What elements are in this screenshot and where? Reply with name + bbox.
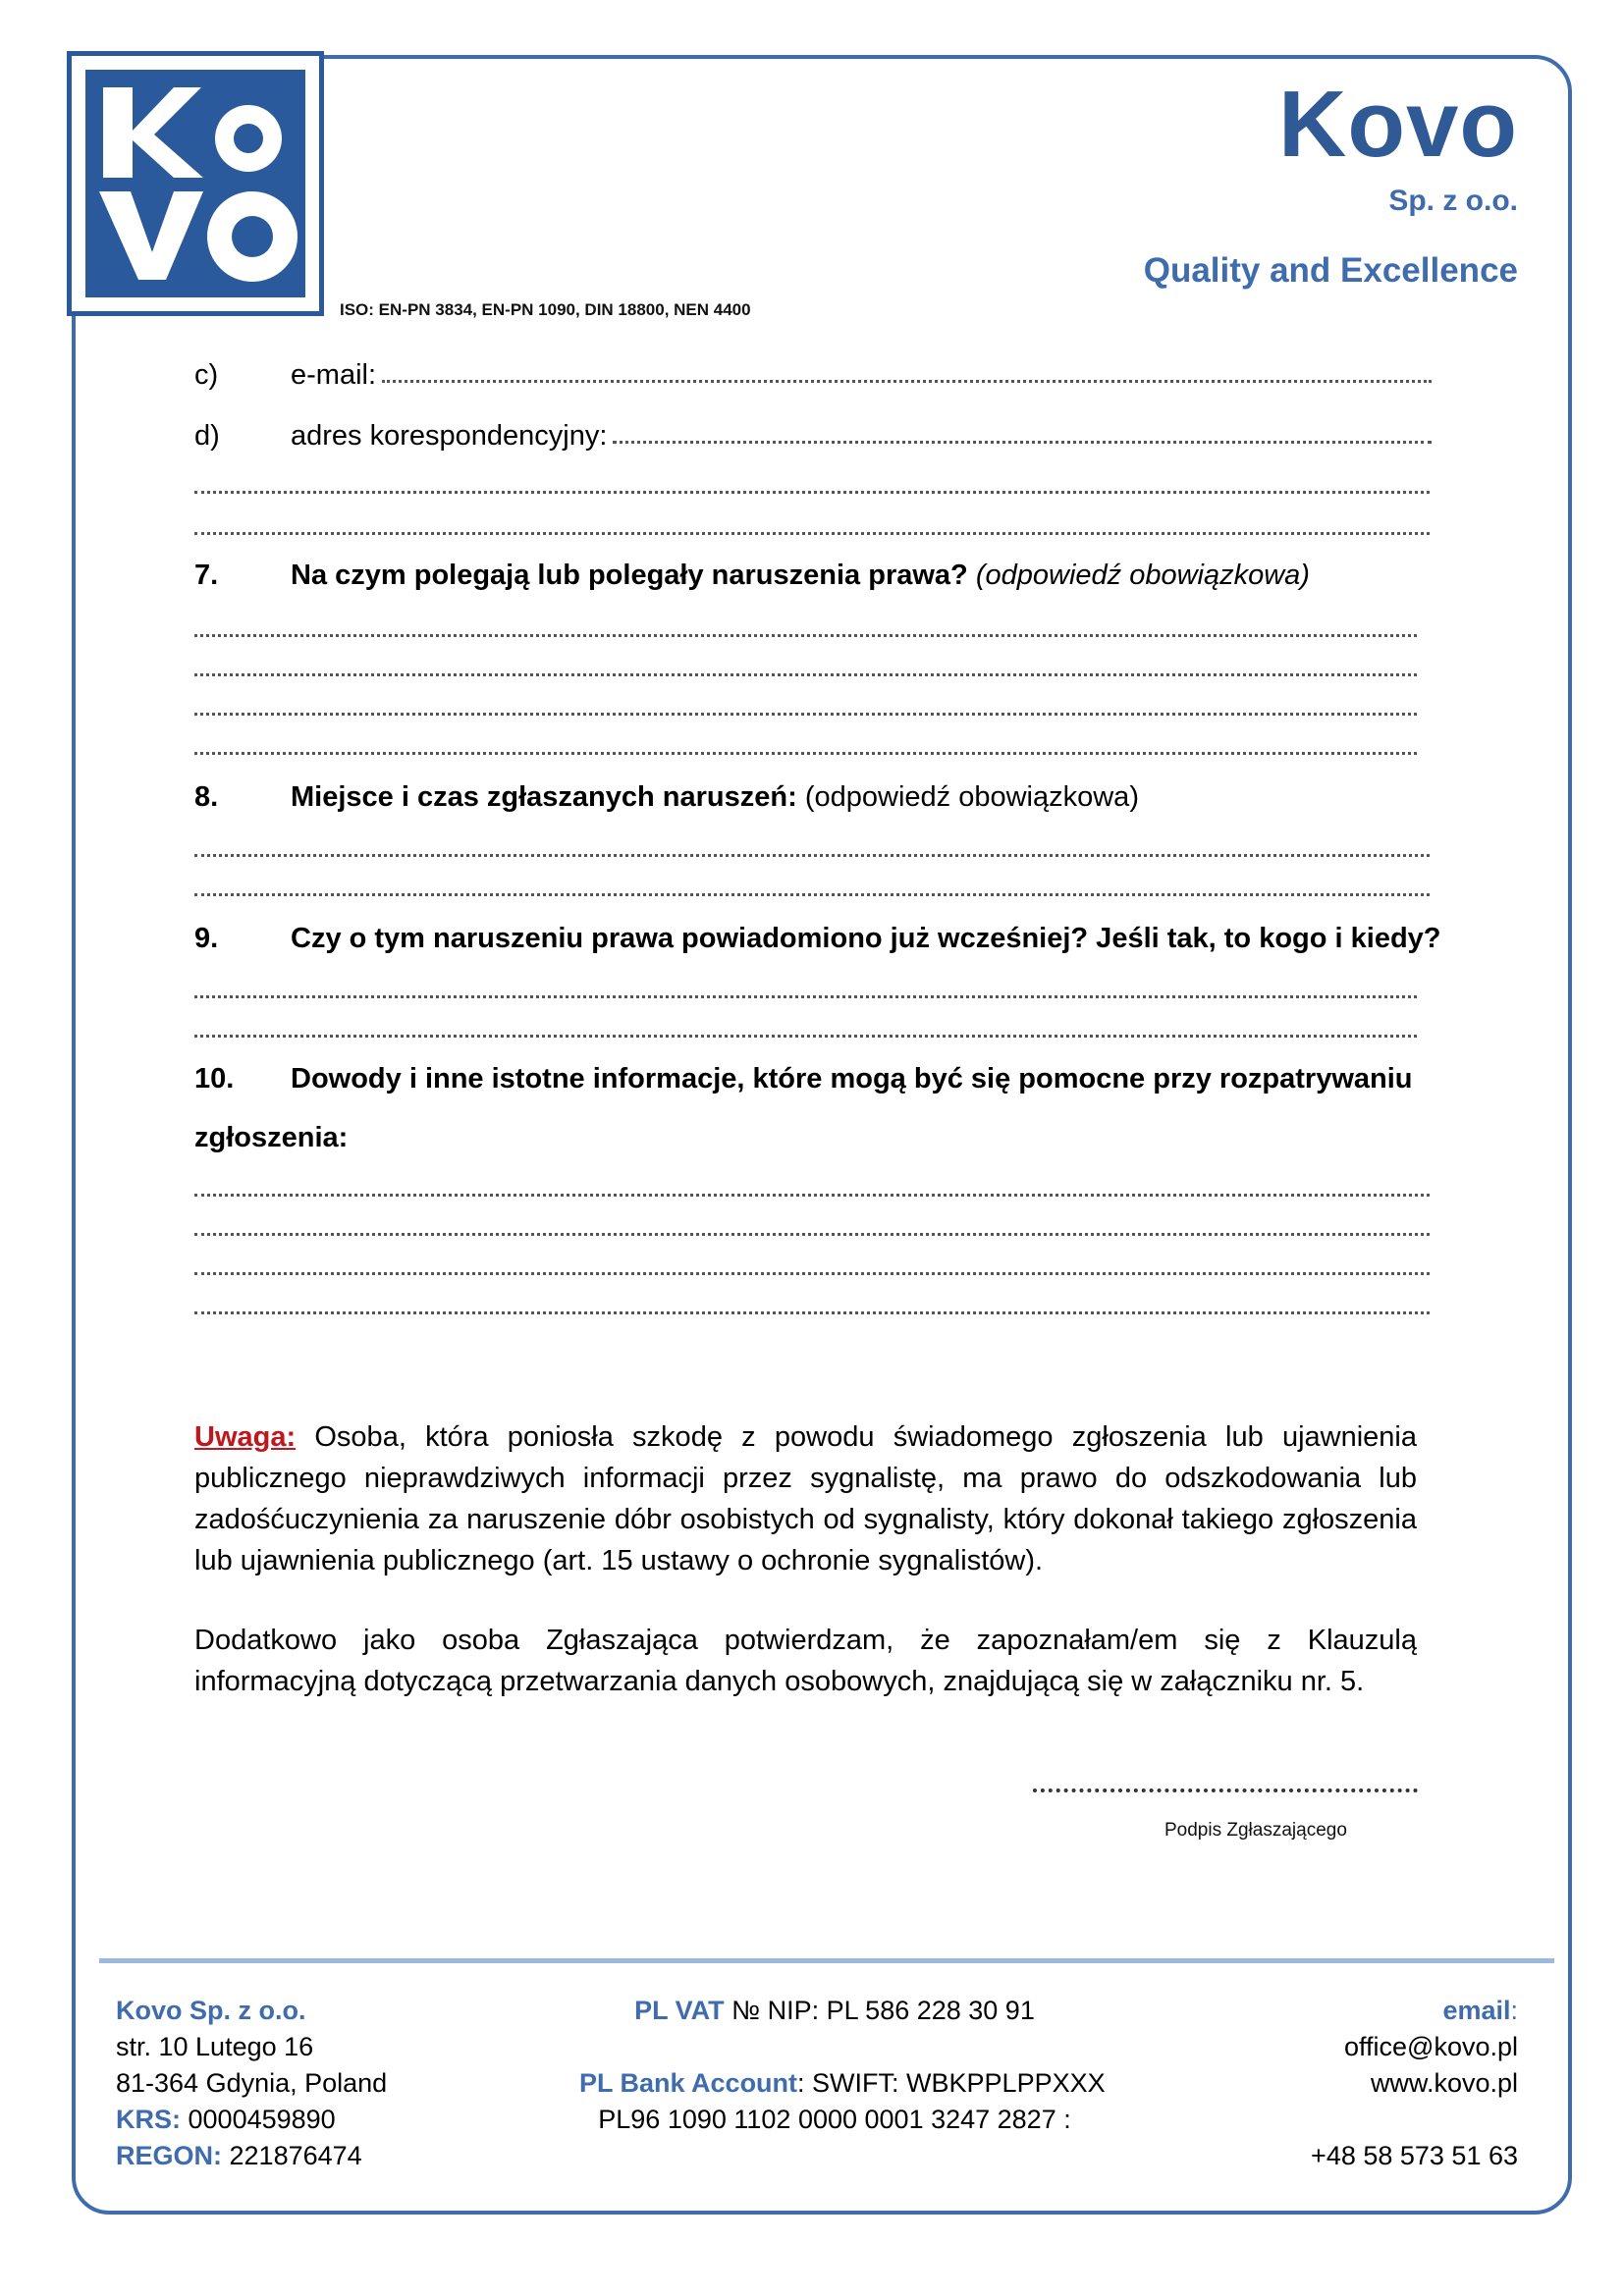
answer-9-line-1[interactable] xyxy=(194,995,1417,998)
answer-8-line-2[interactable] xyxy=(194,893,1430,896)
footer-krs-label: KRS: xyxy=(116,2105,181,2134)
email-input-line[interactable] xyxy=(382,380,1432,383)
notice-label: Uwaga: xyxy=(194,1421,297,1453)
footer-city: 81-364 Gdynia, Poland xyxy=(116,2068,388,2098)
address-input-line[interactable] xyxy=(613,441,1432,444)
footer-krs xyxy=(116,2102,387,2138)
brand-tagline: Quality and Excellence xyxy=(1143,251,1518,290)
question-9 xyxy=(194,923,1441,955)
footer-regon xyxy=(116,2138,387,2174)
question-10-continuation xyxy=(194,1122,348,1154)
footer-bank xyxy=(579,2065,1106,2102)
footer-company-info xyxy=(116,1993,387,2174)
question-10 xyxy=(194,1063,1413,1095)
brand-name: Kovo xyxy=(1278,72,1518,177)
footer-regon-label: REGON: xyxy=(116,2141,222,2170)
address-label: adres korespondencyjny: xyxy=(291,420,608,452)
footer-bank-label: PL Bank Account xyxy=(579,2068,798,2098)
footer-vat-label: PL VAT xyxy=(634,1996,725,2025)
footer-email-heading xyxy=(1311,1993,1518,2029)
footer-bank-swift: : SWIFT: WBKPPLPPXXX xyxy=(797,2068,1106,2098)
answer-7-line-2[interactable] xyxy=(194,673,1417,676)
footer-phone: +48 58 573 51 63 xyxy=(1311,2141,1518,2170)
address-input-line-3[interactable] xyxy=(194,532,1430,535)
answer-7-line-3[interactable] xyxy=(194,713,1417,716)
address-input-line-2[interactable] xyxy=(194,491,1430,494)
question-7 xyxy=(194,560,1310,592)
item-d-number: d) xyxy=(194,420,220,452)
footer-tax-bank-info xyxy=(579,1993,1106,2138)
notice-paragraph xyxy=(194,1416,1417,1581)
address-field-row xyxy=(194,420,1432,453)
footer-regon-value: 221876474 xyxy=(229,2141,362,2170)
question-7-note: (odpowiedź obowiązkowa) xyxy=(975,560,1310,591)
question-10-text: Dowody i inne istotne informacje, które mogą być się pomocne przy rozpatrywaniu xyxy=(291,1063,1413,1095)
question-8-number: 8. xyxy=(194,781,219,813)
footer-krs-value: 0000459890 xyxy=(188,2105,336,2134)
footer-contact-info xyxy=(1311,1993,1518,2174)
notice-text: Osoba, która poniosła szkodę z powodu świadomego zgłoszenia lub ujawnienia publicznego nieprawdziwych informacji przez sygnalistę, ma prawo do odszkodowania lub zadośćuczynienia za naruszenie dóbr osobistych od sygnalisty, który dokonał takiego zgłoszenia lub ujawnienia publicznego (art. 15 ustawy o ochronie sygnalistów). xyxy=(194,1421,1417,1576)
footer-website-link[interactable]: www.kovo.pl xyxy=(1370,2068,1518,2098)
brand-legal-form: Sp. z o.o. xyxy=(1388,185,1518,217)
iso-certifications: ISO: EN-PN 3834, EN-PN 1090, DIN 18800, NEN 4400 xyxy=(340,300,751,319)
answer-8-line-1[interactable] xyxy=(194,854,1430,857)
signature-label: Podpis Zgłaszającego xyxy=(1164,1820,1347,1841)
footer-email-label: email xyxy=(1442,1996,1511,2025)
footer-street: str. 10 Lutego 16 xyxy=(116,2032,314,2061)
answer-10-line-1[interactable] xyxy=(194,1194,1430,1197)
footer-vat-value: № NIP: PL 586 228 30 91 xyxy=(731,1996,1035,2025)
answer-10-line-3[interactable] xyxy=(194,1272,1430,1275)
question-10-text-cont: zgłoszenia: xyxy=(194,1122,349,1153)
question-9-number: 9. xyxy=(194,923,219,954)
question-9-text: Czy o tym naruszeniu prawa powiadomiono już wcześniej? Jeśli tak, to kogo i kiedy? xyxy=(291,923,1441,954)
footer-email-colon: : xyxy=(1510,1996,1518,2025)
item-c-number: c) xyxy=(194,359,219,391)
answer-7-line-1[interactable] xyxy=(194,634,1417,637)
kovo-logo-mark xyxy=(85,70,305,297)
signature-line[interactable] xyxy=(1033,1789,1418,1792)
answer-9-line-2[interactable] xyxy=(194,1035,1417,1038)
confirmation-paragraph: Dodatkowo jako osoba Zgłaszająca potwierdzam, że zapoznałam/em się z Klauzulą informacyjną dotyczącą przetwarzania danych osobowych, znajdującą się w załączniku nr. 5. xyxy=(194,1625,1417,1697)
footer-company-name: Kovo Sp. z o.o. xyxy=(116,1996,306,2025)
question-8-text: Miejsce i czas zgłaszanych naruszeń: xyxy=(291,781,797,813)
answer-10-line-4[interactable] xyxy=(194,1311,1430,1314)
email-label: e-mail: xyxy=(291,359,377,391)
footer-divider xyxy=(99,1958,1554,1963)
kovo-logo xyxy=(67,51,324,316)
question-10-number: 10. xyxy=(194,1063,235,1095)
footer-email-link[interactable]: office@kovo.pl xyxy=(1343,2032,1518,2061)
question-7-text: Na czym polegają lub polegały naruszenia prawa? xyxy=(291,560,968,591)
footer-bank-iban: PL96 1090 1102 0000 0001 3247 2827 : xyxy=(598,2105,1071,2134)
question-7-number: 7. xyxy=(194,560,219,591)
question-8-note: (odpowiedź obowiązkowa) xyxy=(804,781,1139,813)
answer-7-line-4[interactable] xyxy=(194,752,1417,755)
answer-10-line-2[interactable] xyxy=(194,1233,1430,1236)
email-field-row xyxy=(194,359,1432,392)
question-8 xyxy=(194,781,1139,814)
footer-vat xyxy=(579,1993,1090,2029)
